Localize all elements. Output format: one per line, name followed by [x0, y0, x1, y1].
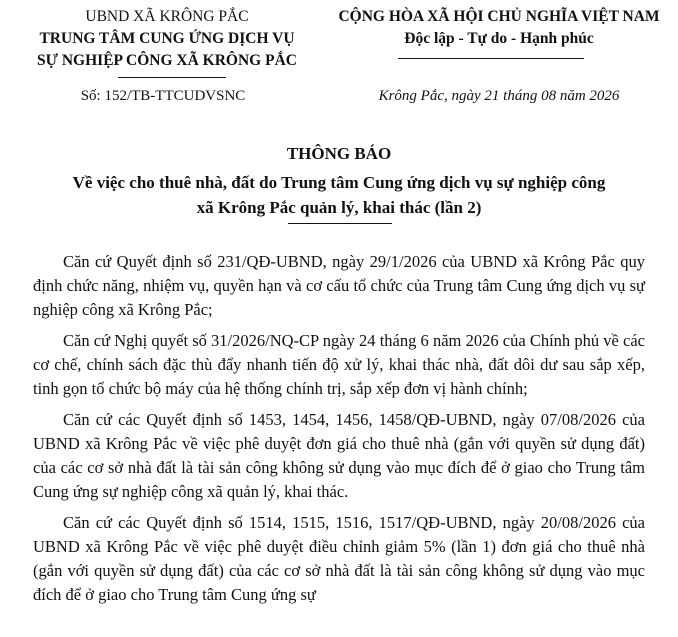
unit-name-line1: TRUNG TÂM CUNG ỨNG DỊCH VỤ — [39, 30, 295, 47]
document-body — [33, 250, 645, 614]
agency-name: UBND XÃ KRÔNG PẮC — [85, 8, 249, 25]
document-subtitle — [30, 170, 648, 220]
motto-underline — [398, 58, 584, 59]
subtitle-underline — [288, 223, 392, 224]
issuer-block — [8, 6, 326, 72]
national-block — [326, 6, 672, 50]
document-title: THÔNG BÁO — [286, 144, 392, 163]
subtitle-line2: xã Krông Pắc quản lý, khai thác (lần 2) — [196, 198, 482, 217]
issuer-underline — [118, 77, 226, 78]
paragraph-1: Căn cứ Quyết định số 231/QĐ-UBND, ngày 29/1/2026 của UBND xã Krông Pắc quy định chức năng, nhiệm vụ, quyền hạn và cơ cấu tổ chức của Trung tâm Cung ứng dịch vụ sự nghiệp công xã Krông Pắc; — [33, 252, 645, 319]
paragraph-4: Căn cứ các Quyết định số 1514, 1515, 1516, 1517/QĐ-UBND, ngày 20/08/2026 của UBND xã Krông Pắc về việc phê duyệt điều chỉnh giảm 5% (lần 1) đơn giá cho thuê nhà (gắn với quyền sử dụng đất) của các cơ sở nhà đất là tài sản công không sử dụng vào mục đích để ở giao cho Trung tâm Cung ứng sự — [33, 513, 645, 604]
country-name: CỘNG HÒA XÃ HỘI CHỦ NGHĨA VIỆT NAM — [338, 8, 660, 25]
document-number: Số: 152/TB-TTCUDVSNC — [80, 88, 246, 104]
paragraph-3: Căn cứ các Quyết định số 1453, 1454, 1456, 1458/QĐ-UBND, ngày 07/08/2026 của UBND xã Krông Pắc về việc phê duyệt đơn giá cho thuê nhà (gắn với quyền sử dụng đất) của các cơ sở nhà đất là tài sản công không sử dụng vào mục đích để ở giao cho Trung tâm Cung ứng sự nghiệp công xã quản lý, khai thác. — [33, 410, 645, 501]
paragraph-2: Căn cứ Nghị quyết số 31/2026/NQ-CP ngày 24 tháng 6 năm 2026 của Chính phủ về các cơ chế, chính sách đặc thù đẩy nhanh tiến độ xử lý, khai thác nhà, đất dôi dư sau sắp xếp, tinh gọn tổ chức bộ máy của hệ thống chính trị, sắp xếp đơn vị hành chính; — [33, 331, 645, 398]
subtitle-line1: Về việc cho thuê nhà, đất do Trung tâm Cung ứng dịch vụ sự nghiệp công — [72, 173, 606, 192]
date-line: Krông Pắc, ngày 21 tháng 08 năm 2026 — [378, 88, 620, 104]
unit-name-line2: SỰ NGHIỆP CÔNG XÃ KRÔNG PẮC — [37, 52, 297, 69]
national-motto: Độc lập - Tự do - Hạnh phúc — [404, 30, 594, 47]
